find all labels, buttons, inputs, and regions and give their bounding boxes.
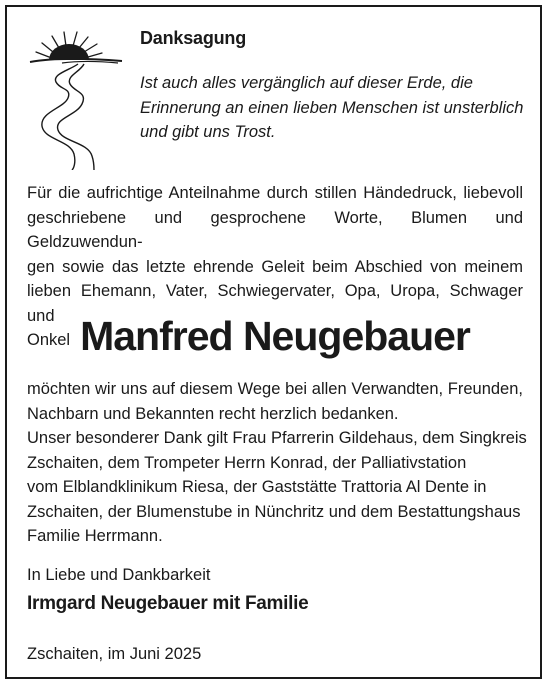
thanks-line: Nachbarn und Bekannten recht herzlich bedanken.: [27, 404, 399, 423]
thanks-line: vom Elblandklinikum Riesa, der Gaststätte Trattoria Al Dente in: [27, 478, 487, 496]
thanks-line: möchten wir uns auf diesem Wege bei allen Verwandten, Freunden,: [27, 380, 523, 398]
thanks-line: Zschaiten, der Blumenstube in Nünchritz und dem Bestattungshaus: [27, 502, 521, 521]
thanks-line: Zschaiten, dem Trompeter Herrn Konrad, der Palliativstation: [27, 453, 467, 472]
intro-line: lieben Ehemann, Vater, Schwiegervater, Opa, Uropa, Schwager und: [27, 282, 523, 325]
intro-line: Onkel: [27, 331, 71, 349]
thanks-line: Unser besonderer Dank gilt Frau Pfarrerin Gildehaus, dem Singkreis: [27, 429, 527, 447]
deceased-name: Manfred Neugebauer: [80, 313, 470, 359]
quote-line: und gibt uns Trost.: [140, 123, 276, 141]
intro-line: gen sowie das letzte ehrende Geleit beim Abschied von meinem: [27, 257, 523, 276]
signature: Irmgard Neugebauer mit Familie: [27, 593, 309, 614]
sunrise-path-icon: [22, 30, 132, 170]
place-date: Zschaiten, im Juni 2025: [27, 645, 202, 663]
memorial-quote: [140, 71, 530, 145]
intro-line: geschriebene und gesprochene Worte, Blumen und Geldzuwendun-: [27, 208, 523, 251]
closing-phrase: In Liebe und Dankbarkeit: [27, 566, 211, 584]
intro-line: Für die aufrichtige Anteilnahme durch stillen Händedruck, liebevoll: [27, 184, 523, 202]
thanks-paragraph: [27, 377, 527, 549]
quote-line: Ist auch alles vergänglich auf dieser Erde, die: [140, 74, 473, 92]
thanks-line: Familie Herrmann.: [27, 527, 163, 545]
heading: Danksagung: [140, 28, 247, 48]
quote-line: Erinnerung an einen lieben Menschen ist unsterblich: [140, 98, 524, 117]
